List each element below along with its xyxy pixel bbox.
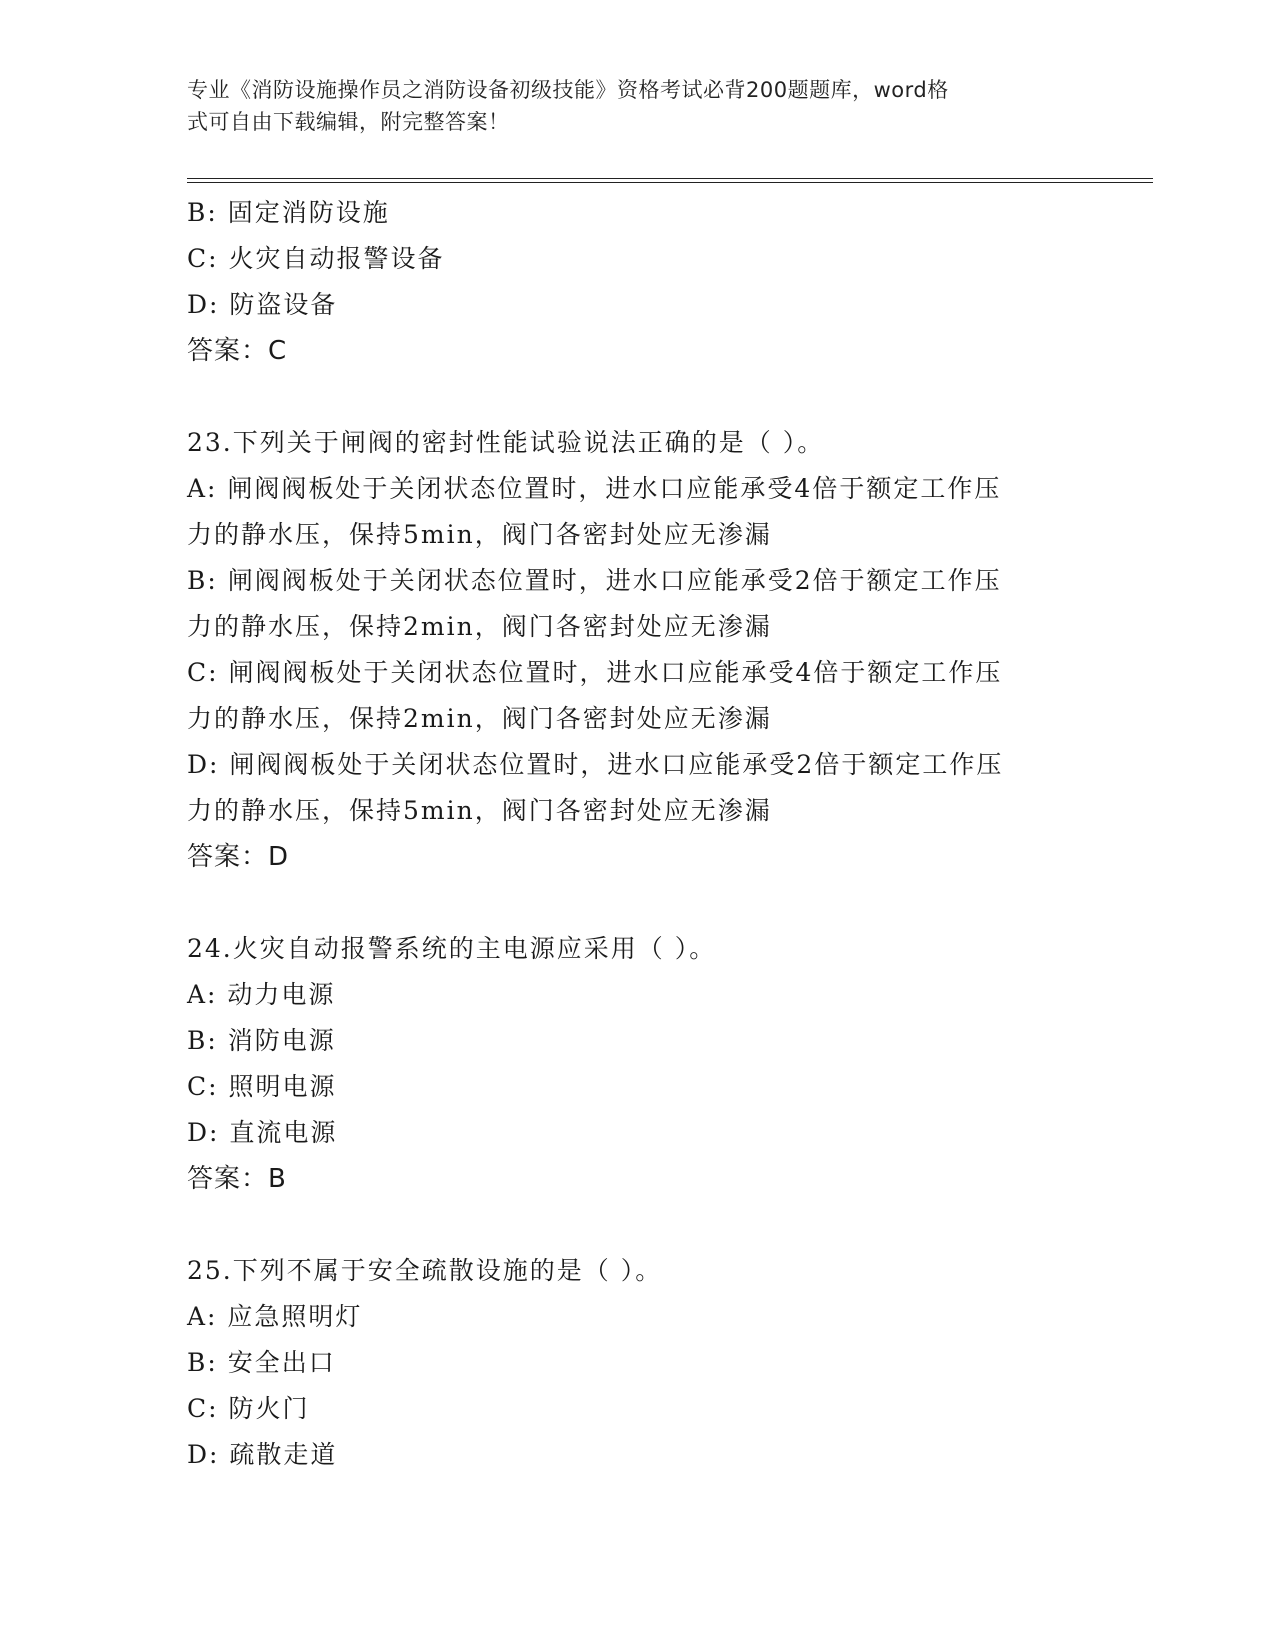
option-d-line-2: 力的静水压，保持5min，阀门各密封处应无渗漏 (187, 796, 772, 825)
spacer (187, 1202, 1087, 1248)
option-d: D: 疏散走道 (187, 1440, 338, 1469)
question-content (187, 190, 1087, 1478)
answer-label: 答案：B (187, 1164, 287, 1194)
answer-label: 答案：D (187, 842, 290, 872)
option-b-line-2: 力的静水压，保持2min，阀门各密封处应无渗漏 (187, 612, 772, 641)
option-a-line-2: 力的静水压，保持5min，阀门各密封处应无渗漏 (187, 520, 772, 549)
option-b: B: 安全出口 (187, 1348, 336, 1377)
question-stem: 23.下列关于闸阀的密封性能试验说法正确的是（ ）。 (187, 428, 825, 457)
question-stem: 24.火灾自动报警系统的主电源应采用（ ）。 (187, 934, 717, 963)
option-b: B: 消防电源 (187, 1026, 336, 1055)
header-line-1: 专业《消防设施操作员之消防设备初级技能》资格考试必背200题题库，word格 (187, 78, 949, 102)
question-22-tail (187, 190, 1087, 374)
option-b: B: 固定消防设施 (187, 198, 390, 227)
option-b-line-1: B: 闸阀阀板处于关闭状态位置时，进水口应能承受2倍于额定工作压 (187, 566, 1002, 595)
option-c: C: 火灾自动报警设备 (187, 244, 445, 273)
spacer (187, 374, 1087, 420)
option-c: C: 防火门 (187, 1394, 310, 1423)
option-d: D: 直流电源 (187, 1118, 338, 1147)
option-a: A: 应急照明灯 (187, 1302, 363, 1331)
answer-label: 答案：C (187, 336, 288, 366)
option-a-line-1: A: 闸阀阀板处于关闭状态位置时，进水口应能承受4倍于额定工作压 (187, 474, 1002, 503)
header-line-2: 式可自由下载编辑，附完整答案！ (187, 110, 510, 134)
question-stem: 25.下列不属于安全疏散设施的是（ ）。 (187, 1256, 663, 1285)
document-header (187, 74, 1067, 138)
option-d: D: 防盗设备 (187, 290, 338, 319)
spacer (187, 880, 1087, 926)
question-23 (187, 420, 1087, 880)
option-c-line-1: C: 闸阀阀板处于关闭状态位置时，进水口应能承受4倍于额定工作压 (187, 658, 1003, 687)
option-c-line-2: 力的静水压，保持2min，阀门各密封处应无渗漏 (187, 704, 772, 733)
option-a: A: 动力电源 (187, 980, 336, 1009)
option-c: C: 照明电源 (187, 1072, 337, 1101)
option-d-line-1: D: 闸阀阀板处于关闭状态位置时，进水口应能承受2倍于额定工作压 (187, 750, 1004, 779)
header-divider-top (187, 178, 1153, 179)
header-divider-bottom (187, 182, 1153, 183)
question-25 (187, 1248, 1087, 1478)
question-24 (187, 926, 1087, 1202)
